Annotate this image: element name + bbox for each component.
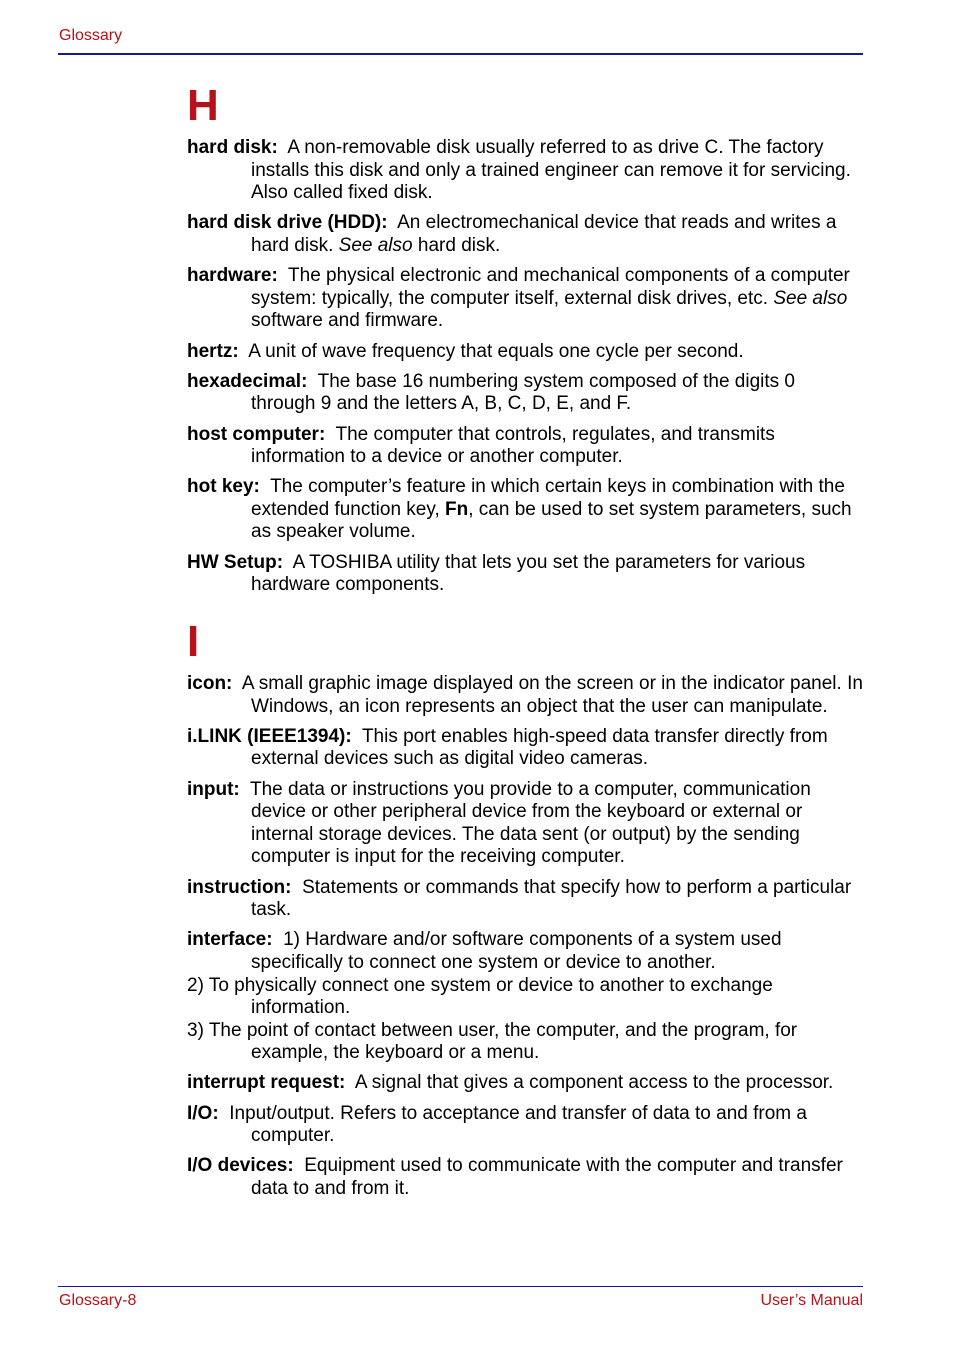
page-number: Glossary-8: [59, 1292, 137, 1309]
entry-host-computer: [187, 424, 863, 469]
entry-term: hard disk:: [187, 137, 278, 158]
entry-term: interrupt request:: [187, 1072, 346, 1094]
entry-definition: This port enables high-speed data transfer directly from external devices such as digital video cameras.: [251, 725, 828, 770]
entry-hertz: [187, 341, 863, 364]
entry-term: I/O:: [187, 1102, 219, 1124]
entry-term: instruction:: [187, 876, 292, 898]
entry-term: hardware:: [187, 265, 278, 287]
entry-io-devices: [187, 1155, 863, 1200]
entry-definition: A signal that gives a component access to the processor.: [354, 1072, 834, 1094]
entry-hw-setup: [187, 552, 863, 597]
entry-interrupt-request: [187, 1072, 863, 1095]
entry-definition: A non-removable disk usually referred to as drive C. The factory installs this disk and only a trained engineer can remove it for servicing. Also called fixed disk.: [251, 137, 851, 204]
entry-term: hexadecimal:: [187, 370, 308, 392]
entry-hot-key: [187, 476, 863, 544]
section-i-entries: [187, 673, 863, 1208]
entry-term: interface:: [187, 929, 273, 951]
header-rule: [58, 53, 863, 55]
entry-term: HW Setup:: [187, 551, 284, 573]
entry-io: [187, 1103, 863, 1148]
entry-definition-cont: hard disk.: [417, 234, 501, 256]
entry-hard-disk: [187, 137, 863, 205]
entry-input: [187, 779, 863, 869]
entry-definition-line-2: 2) To physically connect one system or device to another to exchange information.: [187, 974, 773, 1019]
see-also-text: See also: [773, 287, 848, 309]
entry-interface: [187, 929, 863, 1065]
entry-hard-disk-drive: [187, 212, 863, 257]
entry-term: I/O devices:: [187, 1155, 294, 1177]
entry-instruction: [187, 877, 863, 922]
entry-definition: Input/output. Refers to acceptance and transfer of data to and from a computer.: [229, 1102, 807, 1147]
entry-definition: The base 16 numbering system composed of the digits 0 through 9 and the letters A, B, C, D, E, and F.: [251, 370, 795, 415]
entry-definition-cont: , can be used to set system parameters, such as speaker volume.: [251, 498, 852, 543]
entry-definition: The physical electronic and mechanical components of a computer system: typically, the computer itself, external disk drives, etc.: [251, 265, 850, 309]
section-letter-i: I: [187, 617, 200, 666]
entry-term: input:: [187, 778, 240, 800]
entry-hardware: [187, 265, 863, 333]
entry-definition: The computer’s feature in which certain keys in combination with the extended function key,: [251, 476, 845, 520]
entry-definition: 1) Hardware and/or software components of a system used specifically to connect one system or device to another.: [251, 929, 782, 973]
entry-definition-cont: software and firmware.: [251, 310, 444, 332]
entry-definition: The data or instructions you provide to a computer, communication device or other peripheral device from the keyboard or external or internal storage devices. The data sent (or output) by the sending computer is input for the receiving computer.: [249, 778, 811, 868]
entry-definition: A TOSHIBA utility that lets you set the parameters for various hardware components.: [251, 551, 806, 596]
fn-key-text: Fn: [445, 498, 469, 520]
entry-definition: A unit of wave frequency that equals one cycle per second.: [248, 340, 744, 362]
manual-title: User’s Manual: [760, 1292, 863, 1309]
footer-rule: [58, 1286, 863, 1287]
entry-definition-line-3: 3) The point of contact between user, the computer, and the program, for example, the keyboard or a menu.: [187, 1019, 798, 1064]
entry-definition: An electromechanical device that reads and writes a hard disk.: [251, 212, 837, 256]
entry-term: host computer:: [187, 423, 326, 445]
running-header: Glossary: [59, 27, 123, 44]
section-h-entries: [187, 137, 863, 604]
section-letter-h: H: [187, 81, 219, 130]
entry-term: icon:: [187, 673, 233, 694]
see-also-text: See also: [338, 234, 413, 256]
entry-term: hard disk drive (HDD):: [187, 212, 388, 234]
entry-icon: [187, 673, 863, 718]
entry-ilink: [187, 726, 863, 771]
entry-term: i.LINK (IEEE1394):: [187, 725, 352, 747]
entry-hexadecimal: [187, 371, 863, 416]
entry-definition: Equipment used to communicate with the computer and transfer data to and from it.: [251, 1155, 843, 1200]
entry-definition: A small graphic image displayed on the screen or in the indicator panel. In Windows, an icon represents an object that the user can manipulate.: [241, 673, 863, 717]
entry-term: hot key:: [187, 476, 260, 498]
entry-term: hertz:: [187, 340, 239, 362]
entry-definition: Statements or commands that specify how to perform a particular task.: [251, 876, 852, 921]
entry-definition: The computer that controls, regulates, and transmits information to a device or another computer.: [251, 423, 775, 468]
